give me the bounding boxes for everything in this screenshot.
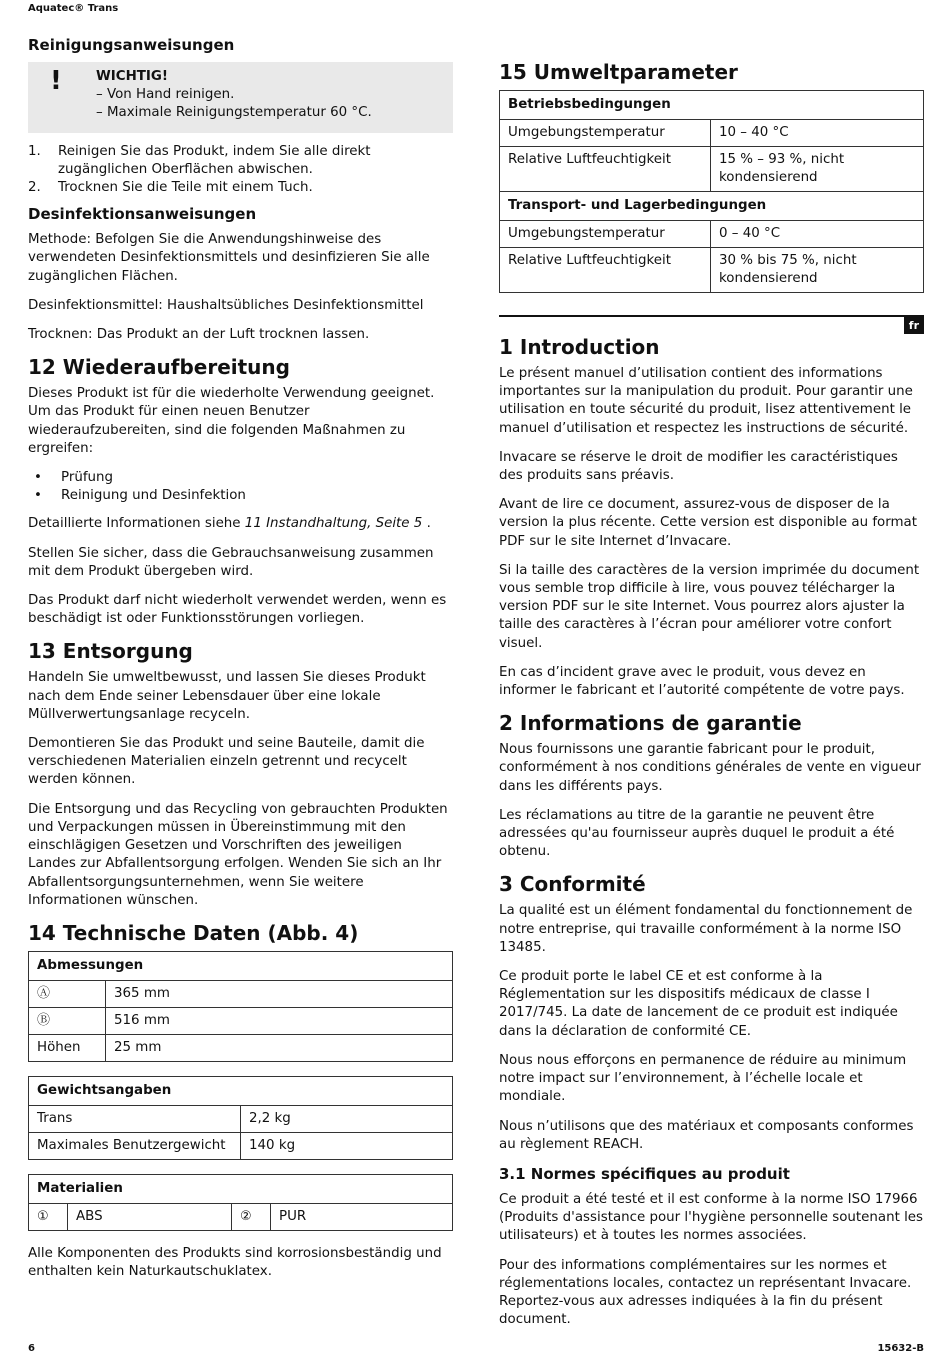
conformity-p1: La qualité est un élément fondamental du fonctionnement de notre entreprise, qui travaille conformément à la norme ISO 13485. [499, 903, 913, 955]
dimension-value: 25 mm [106, 1034, 453, 1061]
conformity-p5: Ce produit a été testé et il est conforme à la norme ISO 17966 (Produits d'assistance pour l'hygiène personnelle soutenant les utilisateurs) et à toutes les normes associées. [499, 1191, 924, 1244]
table-row [500, 147, 924, 192]
dimension-value: 516 mm [106, 1007, 453, 1034]
table-row [500, 221, 924, 248]
env-value: 15 % – 93 %, nicht kondensierend [711, 147, 924, 192]
weight-label: Maximales Benutzergewicht [29, 1132, 241, 1159]
disposal-p1: Handeln Sie umweltbewusst, und lassen Sie dieses Produkt nach dem Ende seiner Lebensdauer über eine lokale Müllverwertungsanlage recyceln. [28, 670, 426, 722]
standards-heading: 3.1 Normes spécifiques au produit [499, 1164, 790, 1183]
dimension-value: 365 mm [106, 980, 453, 1007]
env-label: Relative Luftfeuchtigkeit [500, 147, 711, 192]
env-label: Relative Luftfeuchtigkeit [500, 248, 711, 293]
intro-p1: Le présent manuel d’utilisation contient des informations importantes sur la manipulation du produit. Pour garantir une utilisation en toute sécurité du produit, lisez attentivement le manuel d’utilisation et respectez les instructions de sécurité. [499, 366, 913, 436]
techdata-note: Alle Komponenten des Produkts sind korrosionsbeständig und enthalten kein Naturkautschuklatex. [28, 1245, 442, 1280]
table-row [500, 248, 924, 293]
table-row [29, 1132, 453, 1159]
intro-p3: Avant de lire ce document, assurez-vous de disposer de la version la plus récente. Cette version est disponible au format PDF sur le site Internet d’Invacare. [499, 497, 918, 549]
table-title: Materialien [29, 1174, 453, 1203]
table-title: Gewichtsangaben [29, 1076, 453, 1105]
table-row [29, 1203, 453, 1230]
bullet-icon: • [34, 488, 42, 504]
dimension-label: Höhen [29, 1034, 106, 1061]
material-value: PUR [271, 1203, 453, 1230]
dimension-label: Ⓐ [29, 980, 106, 1007]
step-text: Reinigen Sie das Produkt, indem Sie alle direkt zugänglichen Oberflächen abwischen. [58, 143, 371, 177]
env-label: Umgebungstemperatur [500, 221, 711, 248]
disinfection-method: Methode: Befolgen Sie die Anwendungshinweise des verwendeten Desinfektionsmittels und desinfizieren Sie alle zugänglichen Flächen. [28, 232, 430, 284]
warning-box [28, 62, 453, 133]
dimension-label: Ⓑ [29, 1007, 106, 1034]
details-suffix: . [422, 516, 431, 532]
cleaning-heading: Reinigungsanweisungen [28, 36, 235, 54]
table-title: Transport- und Lagerbedingungen [500, 192, 924, 221]
material-mark: ① [29, 1203, 68, 1230]
list-item [28, 143, 453, 179]
running-header: Aquatec® Trans [28, 3, 119, 14]
step-number: 2. [28, 180, 41, 196]
disposal-p3: Die Entsorgung und das Recycling von gebrauchten Produkten und Verpackungen müssen in Übereinstimmung mit den einschlägigen Gesetzen und Vorschriften des jeweiligen Landes zur Abfallentsorgung erfolgen. Wenden Sie sich an Ihr Abfallentsorgungsunternehmen, wenn Sie weitere Informationen wünschen. [28, 801, 448, 908]
details-prefix: Detaillierte Informationen siehe [28, 516, 245, 532]
warranty-heading: 2 Informations de garantie [499, 711, 802, 736]
weight-value: 2,2 kg [241, 1105, 453, 1132]
table-row [500, 120, 924, 147]
disinfection-heading: Desinfektionsanweisungen [28, 205, 257, 224]
conformity-p3: Nous nous efforçons en permanence de réduire au minimum notre impact sur l’environnement, à l’échelle locale et mondiale. [499, 1052, 907, 1105]
intro-p4: Si la taille des caractères de la version imprimée du document vous semble trop difficile à lire, vous pouvez télécharger la version PDF sur le site Internet. Vous pourrez alors ajuster la taille des caractères à l’écran pour améliorer votre confort visuel. [499, 562, 920, 651]
step-number: 1. [28, 143, 41, 159]
environment-heading: 15 Umweltparameter [499, 60, 738, 84]
env-value: 0 – 40 °C [711, 221, 924, 248]
language-badge: fr [904, 317, 924, 334]
env-value: 30 % bis 75 %, nicht kondensierend [711, 248, 924, 293]
document-id: 15632-B [877, 1343, 924, 1354]
list-item [28, 179, 453, 197]
conformity-p6: Pour des informations complémentaires sur les normes et réglementations locales, contactez un représentant Invacare. Reportez-vous aux adresses indiquées à la fin du présent document. [499, 1257, 912, 1328]
warranty-p2: Les réclamations au titre de la garantie ne peuvent être adressées qu'au fournisseur auprès duquel le produit a été obtenu. [499, 807, 895, 860]
reprocessing-heading: 12 Wiederaufbereitung [28, 355, 290, 380]
maintenance-link[interactable]: 11 Instandhaltung, Seite 5 [244, 516, 423, 532]
env-label: Umgebungstemperatur [500, 120, 711, 147]
left-column [28, 30, 453, 1292]
table-row [29, 1007, 453, 1034]
bullet-text: Prüfung [61, 470, 114, 486]
warranty-p1: Nous fournissons une garantie fabricant pour le produit, conformément à nos conditions générales de vente en vigueur dans les différents pays. [499, 742, 921, 794]
table-title: Abmessungen [29, 951, 453, 980]
intro-p5: En cas d’incident grave avec le produit, vous devez en informer le fabricant et l’autorité compétente de votre pays. [499, 664, 905, 699]
disinfection-agent: Desinfektionsmittel: Haushaltsübliches Desinfektionsmittel [28, 297, 424, 313]
warning-line: – Von Hand reinigen. [96, 87, 235, 103]
weight-value: 140 kg [241, 1132, 453, 1159]
weight-label: Trans [29, 1105, 241, 1132]
reprocessing-details [28, 515, 453, 533]
bullet-text: Reinigung und Desinfektion [61, 488, 246, 504]
dimensions-table [28, 951, 453, 1062]
exclamation-icon: ! [50, 66, 62, 96]
environment-table [499, 90, 924, 293]
reprocessing-intro: Dieses Produkt ist für die wiederholte Verwendung geeignet. Um das Produkt für einen neuen Benutzer wiederaufzubereiten, sind die folgenden Maßnahmen zu ergreifen: [28, 386, 435, 456]
conformity-heading: 3 Conformité [499, 872, 646, 897]
list-item [28, 487, 453, 505]
techdata-heading: 14 Technische Daten (Abb. 4) [28, 920, 359, 945]
step-text: Trocknen Sie die Teile mit einem Tuch. [58, 180, 313, 196]
material-mark: ② [232, 1203, 271, 1230]
reprocessing-p3: Das Produkt darf nicht wiederholt verwendet werden, wenn es beschädigt ist oder Funktionsstörungen vorliegen. [28, 593, 447, 627]
material-value: ABS [68, 1203, 232, 1230]
warning-line: – Maximale Reinigungstemperatur 60 °C. [96, 105, 372, 121]
conformity-p4: Nous n’utilisons que des matériaux et composants conformes au règlement REACH. [499, 1118, 914, 1152]
reprocessing-bullets [28, 469, 453, 505]
table-title: Betriebsbedingungen [500, 91, 924, 120]
page-number: 6 [28, 1343, 35, 1354]
bullet-icon: • [34, 470, 42, 486]
warning-title: WICHTIG! [96, 69, 169, 84]
disposal-heading: 13 Entsorgung [28, 639, 193, 664]
materials-table [28, 1174, 453, 1231]
disposal-p2: Demontieren Sie das Produkt und seine Bauteile, damit die verschiedenen Materialien einzeln getrennt und recycelt werden können. [28, 736, 425, 788]
language-divider [499, 315, 924, 332]
reprocessing-p2: Stellen Sie sicher, dass die Gebrauchsanweisung zusammen mit dem Produkt übergeben wird. [28, 545, 434, 579]
table-row [29, 1105, 453, 1132]
env-value: 10 – 40 °C [711, 120, 924, 147]
table-row [29, 1034, 453, 1061]
table-row [29, 980, 453, 1007]
list-item [28, 469, 453, 487]
weights-table [28, 1076, 453, 1160]
intro-p2: Invacare se réserve le droit de modifier les caractéristiques des produits sans préavis. [499, 449, 898, 484]
cleaning-steps [28, 143, 453, 198]
conformity-p2: Ce produit porte le label CE et est conforme à la Réglementation sur les dispositifs médicaux de classe I 2017/745. La date de lancement de ce produit est indiquée dans la déclaration de conformité CE. [499, 969, 898, 1039]
right-column [499, 60, 924, 1340]
intro-heading: 1 Introduction [499, 335, 660, 359]
disinfection-drying: Trocknen: Das Produkt an der Luft trocknen lassen. [28, 327, 370, 343]
